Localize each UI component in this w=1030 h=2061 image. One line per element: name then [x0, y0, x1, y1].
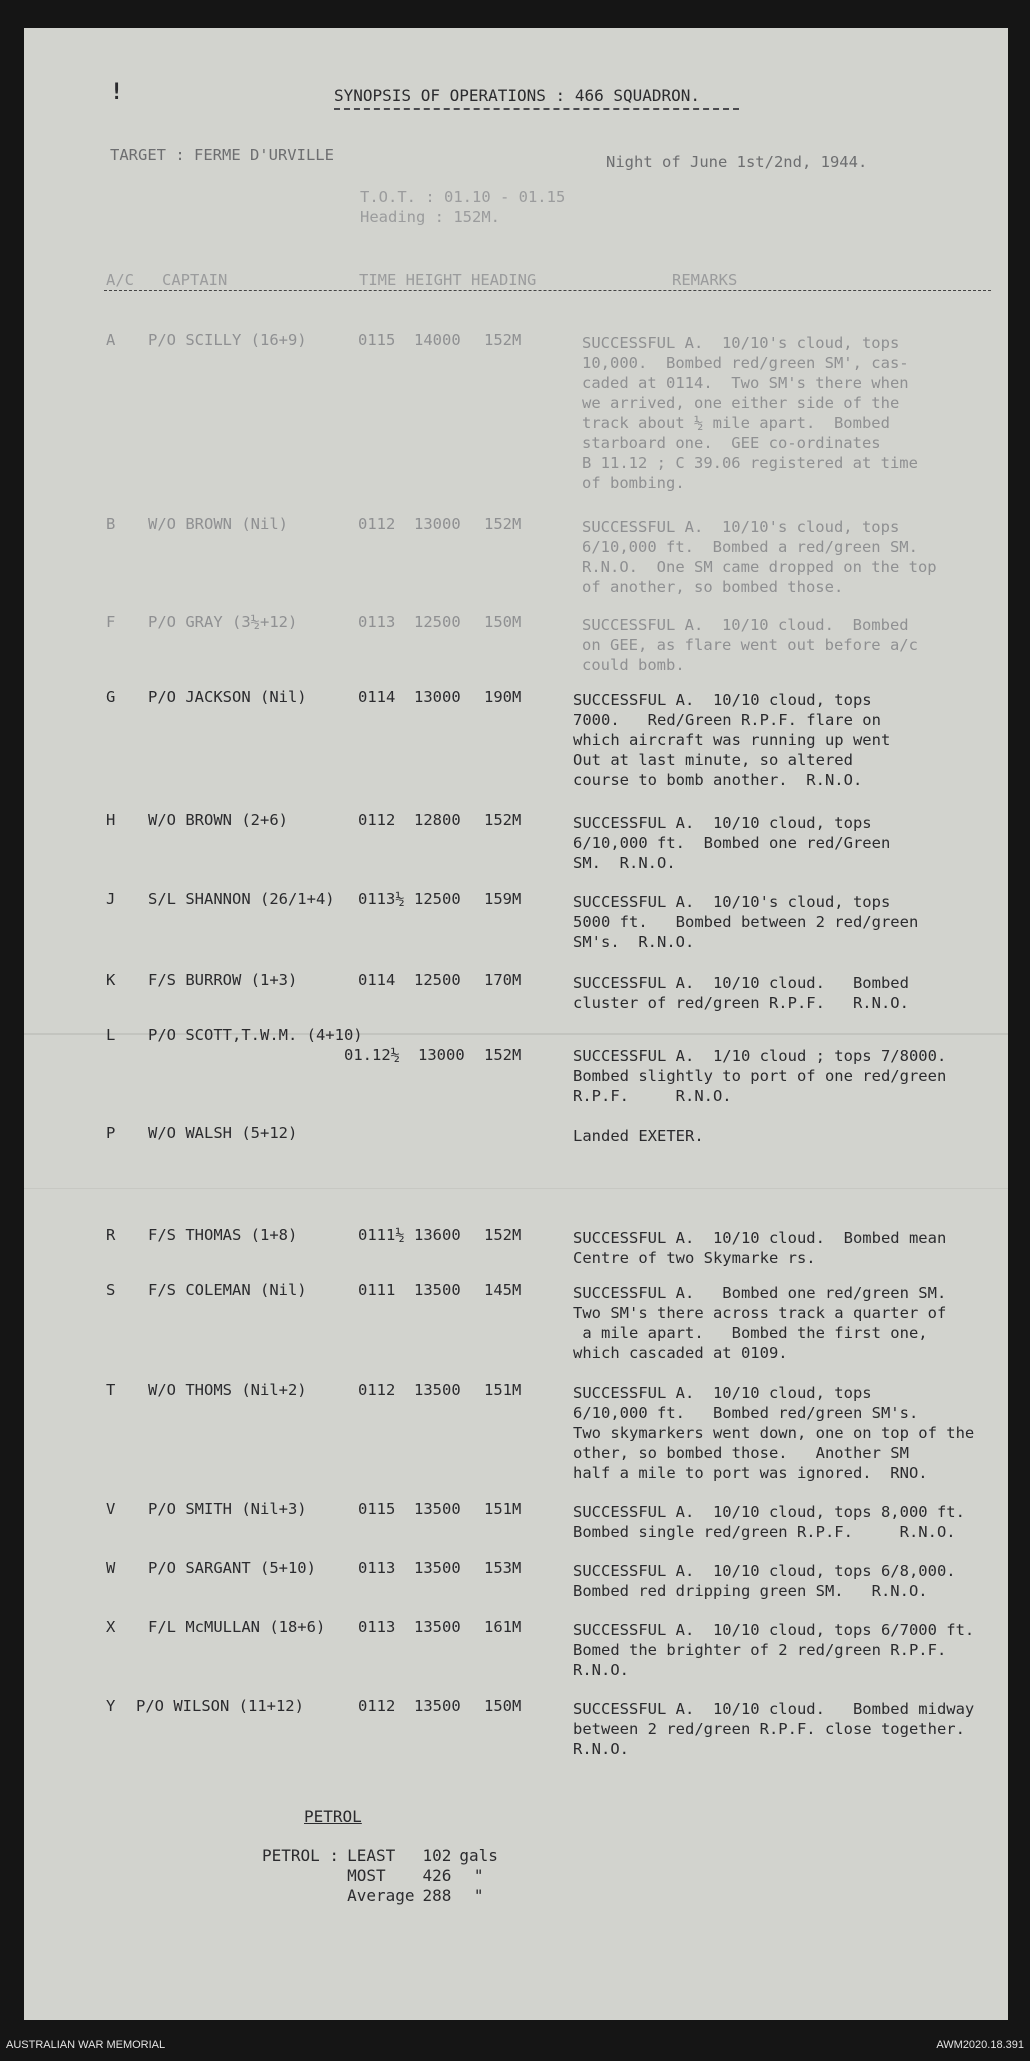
- captain-name: W/O WALSH (5+12): [148, 1124, 298, 1142]
- footer-accession: AWM2020.18.391: [936, 2039, 1024, 2051]
- height-value: 13500: [414, 1618, 461, 1636]
- remarks-text: SUCCESSFUL A. 10/10 cloud, tops 6/10,000 ft. Bombed one red/Green SM. R.N.O.: [573, 814, 891, 872]
- aircraft-letter: V: [106, 1500, 116, 1518]
- column-captain: CAPTAIN: [162, 271, 228, 289]
- petrol-row-average: [262, 1886, 506, 1906]
- height-value: 13500: [414, 1559, 461, 1577]
- most-label: MOST: [347, 1866, 386, 1885]
- most-unit: ": [473, 1866, 484, 1885]
- captain-name: S/L SHANNON (26/1+4): [148, 890, 335, 908]
- aircraft-letter: L: [106, 1026, 116, 1044]
- aircraft-letter: F: [106, 613, 116, 631]
- aircraft-letter: K: [106, 971, 116, 989]
- average-label: Average: [347, 1886, 415, 1905]
- aircraft-letter: P: [106, 1124, 116, 1142]
- heading-value: 190M: [484, 688, 522, 706]
- petrol-table: [262, 1846, 506, 1906]
- remarks-text: SUCCESSFUL A. 10/10 cloud. Bombed on GEE, as flare went out before a/c could bomb.: [582, 616, 918, 674]
- petrol-row-most: [262, 1866, 506, 1886]
- aircraft-letter: T: [106, 1381, 116, 1399]
- height-value: 13500: [414, 1381, 461, 1399]
- heading-value: 151M: [484, 1500, 522, 1518]
- heading-value: 150M: [484, 613, 522, 631]
- height-value: 12500: [414, 613, 461, 631]
- petrol-row-least: [262, 1846, 506, 1866]
- time-value: 0113½: [358, 890, 405, 908]
- height-value: 13500: [414, 1697, 461, 1715]
- heading-value: 152M: [484, 811, 522, 829]
- target-line: TARGET : FERME D'URVILLE: [110, 146, 334, 164]
- petrol-title: PETROL: [304, 1807, 362, 1826]
- column-time-height-heading: TIME HEIGHT HEADING: [359, 271, 537, 289]
- captain-name: P/O WILSON (11+12): [136, 1697, 304, 1715]
- column-ac: A/C: [106, 271, 134, 289]
- height-value: 13000: [414, 688, 461, 706]
- time-value: 0112: [358, 1381, 396, 1399]
- remarks-text: SUCCESSFUL A. 10/10 cloud, tops 6/7000 ft. Bomed the brighter of 2 red/green R.P.F. R.N.O.: [573, 1621, 975, 1679]
- heading-value: 153M: [484, 1559, 522, 1577]
- captain-name: P/O SCOTT,T.W.M. (4+10): [148, 1026, 363, 1044]
- time-value: 0114: [358, 688, 396, 706]
- petrol-label: PETROL :: [262, 1846, 340, 1865]
- aircraft-letter: G: [106, 688, 116, 706]
- operation-date: Night of June 1st/2nd, 1944.: [606, 153, 868, 171]
- time-value: 0112: [358, 515, 396, 533]
- most-value: 426: [422, 1866, 452, 1885]
- captain-name: W/O BROWN (Nil): [148, 515, 288, 533]
- remarks-text: SUCCESSFUL A. 10/10 cloud. Bombed mean Centre of two Skymarke rs.: [573, 1229, 947, 1267]
- heading-line: Heading : 152M.: [360, 208, 500, 226]
- remarks-text: SUCCESSFUL A. 10/10's cloud, tops 6/10,000 ft. Bombed a red/green SM. R.N.O. One SM came dropped on the top of another, so bombed those.: [582, 518, 937, 596]
- height-value: 12800: [414, 811, 461, 829]
- captain-name: F/S COLEMAN (Nil): [148, 1281, 307, 1299]
- height-value: 12500: [414, 971, 461, 989]
- time-value: 0114: [358, 971, 396, 989]
- height-value: 12500: [414, 890, 461, 908]
- document-page: [24, 28, 1008, 2020]
- heading-value: 159M: [484, 890, 522, 908]
- height-value: 13500: [414, 1500, 461, 1518]
- height-value: 14000: [414, 331, 461, 349]
- remarks-text: SUCCESSFUL A. 10/10 cloud, tops 6/10,000 ft. Bombed red/green SM's. Two skymarkers went down, one on top of the other, so bombed those. Another SM half a mile to port was ignored. RNO.: [573, 1384, 975, 1482]
- height-value: 13000: [414, 515, 461, 533]
- header-rule: [104, 290, 991, 291]
- captain-name: F/S BURROW (1+3): [148, 971, 298, 989]
- time-value: 0113: [358, 1618, 396, 1636]
- time-value: 0115: [358, 331, 396, 349]
- time-value: 0111½: [358, 1226, 405, 1244]
- heading-value: 152M: [484, 1046, 522, 1064]
- least-label: LEAST: [347, 1846, 396, 1865]
- remarks-text: Landed EXETER.: [573, 1127, 704, 1145]
- time-value: 01.12½: [344, 1046, 400, 1064]
- remarks-text: SUCCESSFUL A. 10/10 cloud. Bombed midway between 2 red/green R.P.F. close together. R.N.O.: [573, 1700, 975, 1758]
- captain-name: P/O GRAY (3½+12): [148, 613, 298, 631]
- margin-mark: !: [110, 80, 124, 105]
- heading-value: 150M: [484, 1697, 522, 1715]
- time-value: 0113: [358, 613, 396, 631]
- column-remarks: REMARKS: [672, 271, 738, 289]
- time-value: 0111: [358, 1281, 396, 1299]
- aircraft-letter: J: [106, 890, 116, 908]
- remarks-text: SUCCESSFUL A. Bombed one red/green SM. Two SM's there across track a quarter of a mile apart. Bombed the first one, which cascaded at 0109.: [573, 1284, 947, 1362]
- height-value: 13500: [414, 1281, 461, 1299]
- time-value: 0112: [358, 1697, 396, 1715]
- heading-value: 152M: [484, 331, 522, 349]
- height-value: 13000: [418, 1046, 465, 1064]
- title-underline: [334, 108, 739, 110]
- aircraft-letter: X: [106, 1618, 116, 1636]
- remarks-text: SUCCESSFUL A. 10/10 cloud. Bombed cluster of red/green R.P.F. R.N.O.: [573, 974, 909, 1012]
- least-value: 102: [422, 1846, 452, 1865]
- heading-value: 151M: [484, 1381, 522, 1399]
- remarks-text: SUCCESSFUL A. 10/10 cloud, tops 7000. Red/Green R.P.F. flare on which aircraft was running up went Out at last minute, so altered course to bomb another. R.N.O.: [573, 691, 891, 789]
- heading-value: 170M: [484, 971, 522, 989]
- least-unit: gals: [459, 1846, 498, 1865]
- aircraft-letter: W: [106, 1559, 116, 1577]
- remarks-text: SUCCESSFUL A. 1/10 cloud ; tops 7/8000. Bombed slightly to port of one red/green R.P.F. R.N.O.: [573, 1047, 947, 1105]
- aircraft-letter: B: [106, 515, 116, 533]
- heading-value: 145M: [484, 1281, 522, 1299]
- time-value: 0112: [358, 811, 396, 829]
- height-value: 13600: [414, 1226, 461, 1244]
- remarks-text: SUCCESSFUL A. 10/10's cloud, tops 5000 ft. Bombed between 2 red/green SM's. R.N.O.: [573, 893, 919, 951]
- footer-institution: AUSTRALIAN WAR MEMORIAL: [6, 2039, 166, 2051]
- aircraft-letter: H: [106, 811, 116, 829]
- aircraft-letter: Y: [106, 1697, 116, 1715]
- fold-crease: [24, 1188, 1008, 1189]
- time-value: 0113: [358, 1559, 396, 1577]
- heading-value: 152M: [484, 515, 522, 533]
- captain-name: W/O BROWN (2+6): [148, 811, 288, 829]
- average-unit: ": [473, 1886, 484, 1905]
- captain-name: W/O THOMS (Nil+2): [148, 1381, 307, 1399]
- document-title: SYNOPSIS OF OPERATIONS : 466 SQUADRON.: [334, 86, 701, 105]
- captain-name: P/O JACKSON (Nil): [148, 688, 307, 706]
- time-on-target: T.O.T. : 01.10 - 01.15: [360, 188, 566, 206]
- time-value: 0115: [358, 1500, 396, 1518]
- aircraft-letter: R: [106, 1226, 116, 1244]
- remarks-text: SUCCESSFUL A. 10/10 cloud, tops 6/8,000. Bombed red dripping green SM. R.N.O.: [573, 1562, 956, 1600]
- remarks-text: SUCCESSFUL A. 10/10 cloud, tops 8,000 ft. Bombed single red/green R.P.F. R.N.O.: [573, 1503, 965, 1541]
- heading-value: 161M: [484, 1618, 522, 1636]
- heading-value: 152M: [484, 1226, 522, 1244]
- captain-name: F/L McMULLAN (18+6): [148, 1618, 326, 1636]
- captain-name: P/O SCILLY (16+9): [148, 331, 307, 349]
- captain-name: P/O SARGANT (5+10): [148, 1559, 316, 1577]
- captain-name: F/S THOMAS (1+8): [148, 1226, 298, 1244]
- aircraft-letter: S: [106, 1281, 116, 1299]
- average-value: 288: [422, 1886, 452, 1905]
- captain-name: P/O SMITH (Nil+3): [148, 1500, 307, 1518]
- remarks-text: SUCCESSFUL A. 10/10's cloud, tops 10,000. Bombed red/green SM', cas- caded at 0114. Two SM's there when we arrived, one either side of the track about ½ mile apart. Bombed starboard one. GEE co-ordinates B 11.12 ; C 39.06 registered at time of bombing.: [582, 334, 918, 492]
- aircraft-letter: A: [106, 331, 116, 349]
